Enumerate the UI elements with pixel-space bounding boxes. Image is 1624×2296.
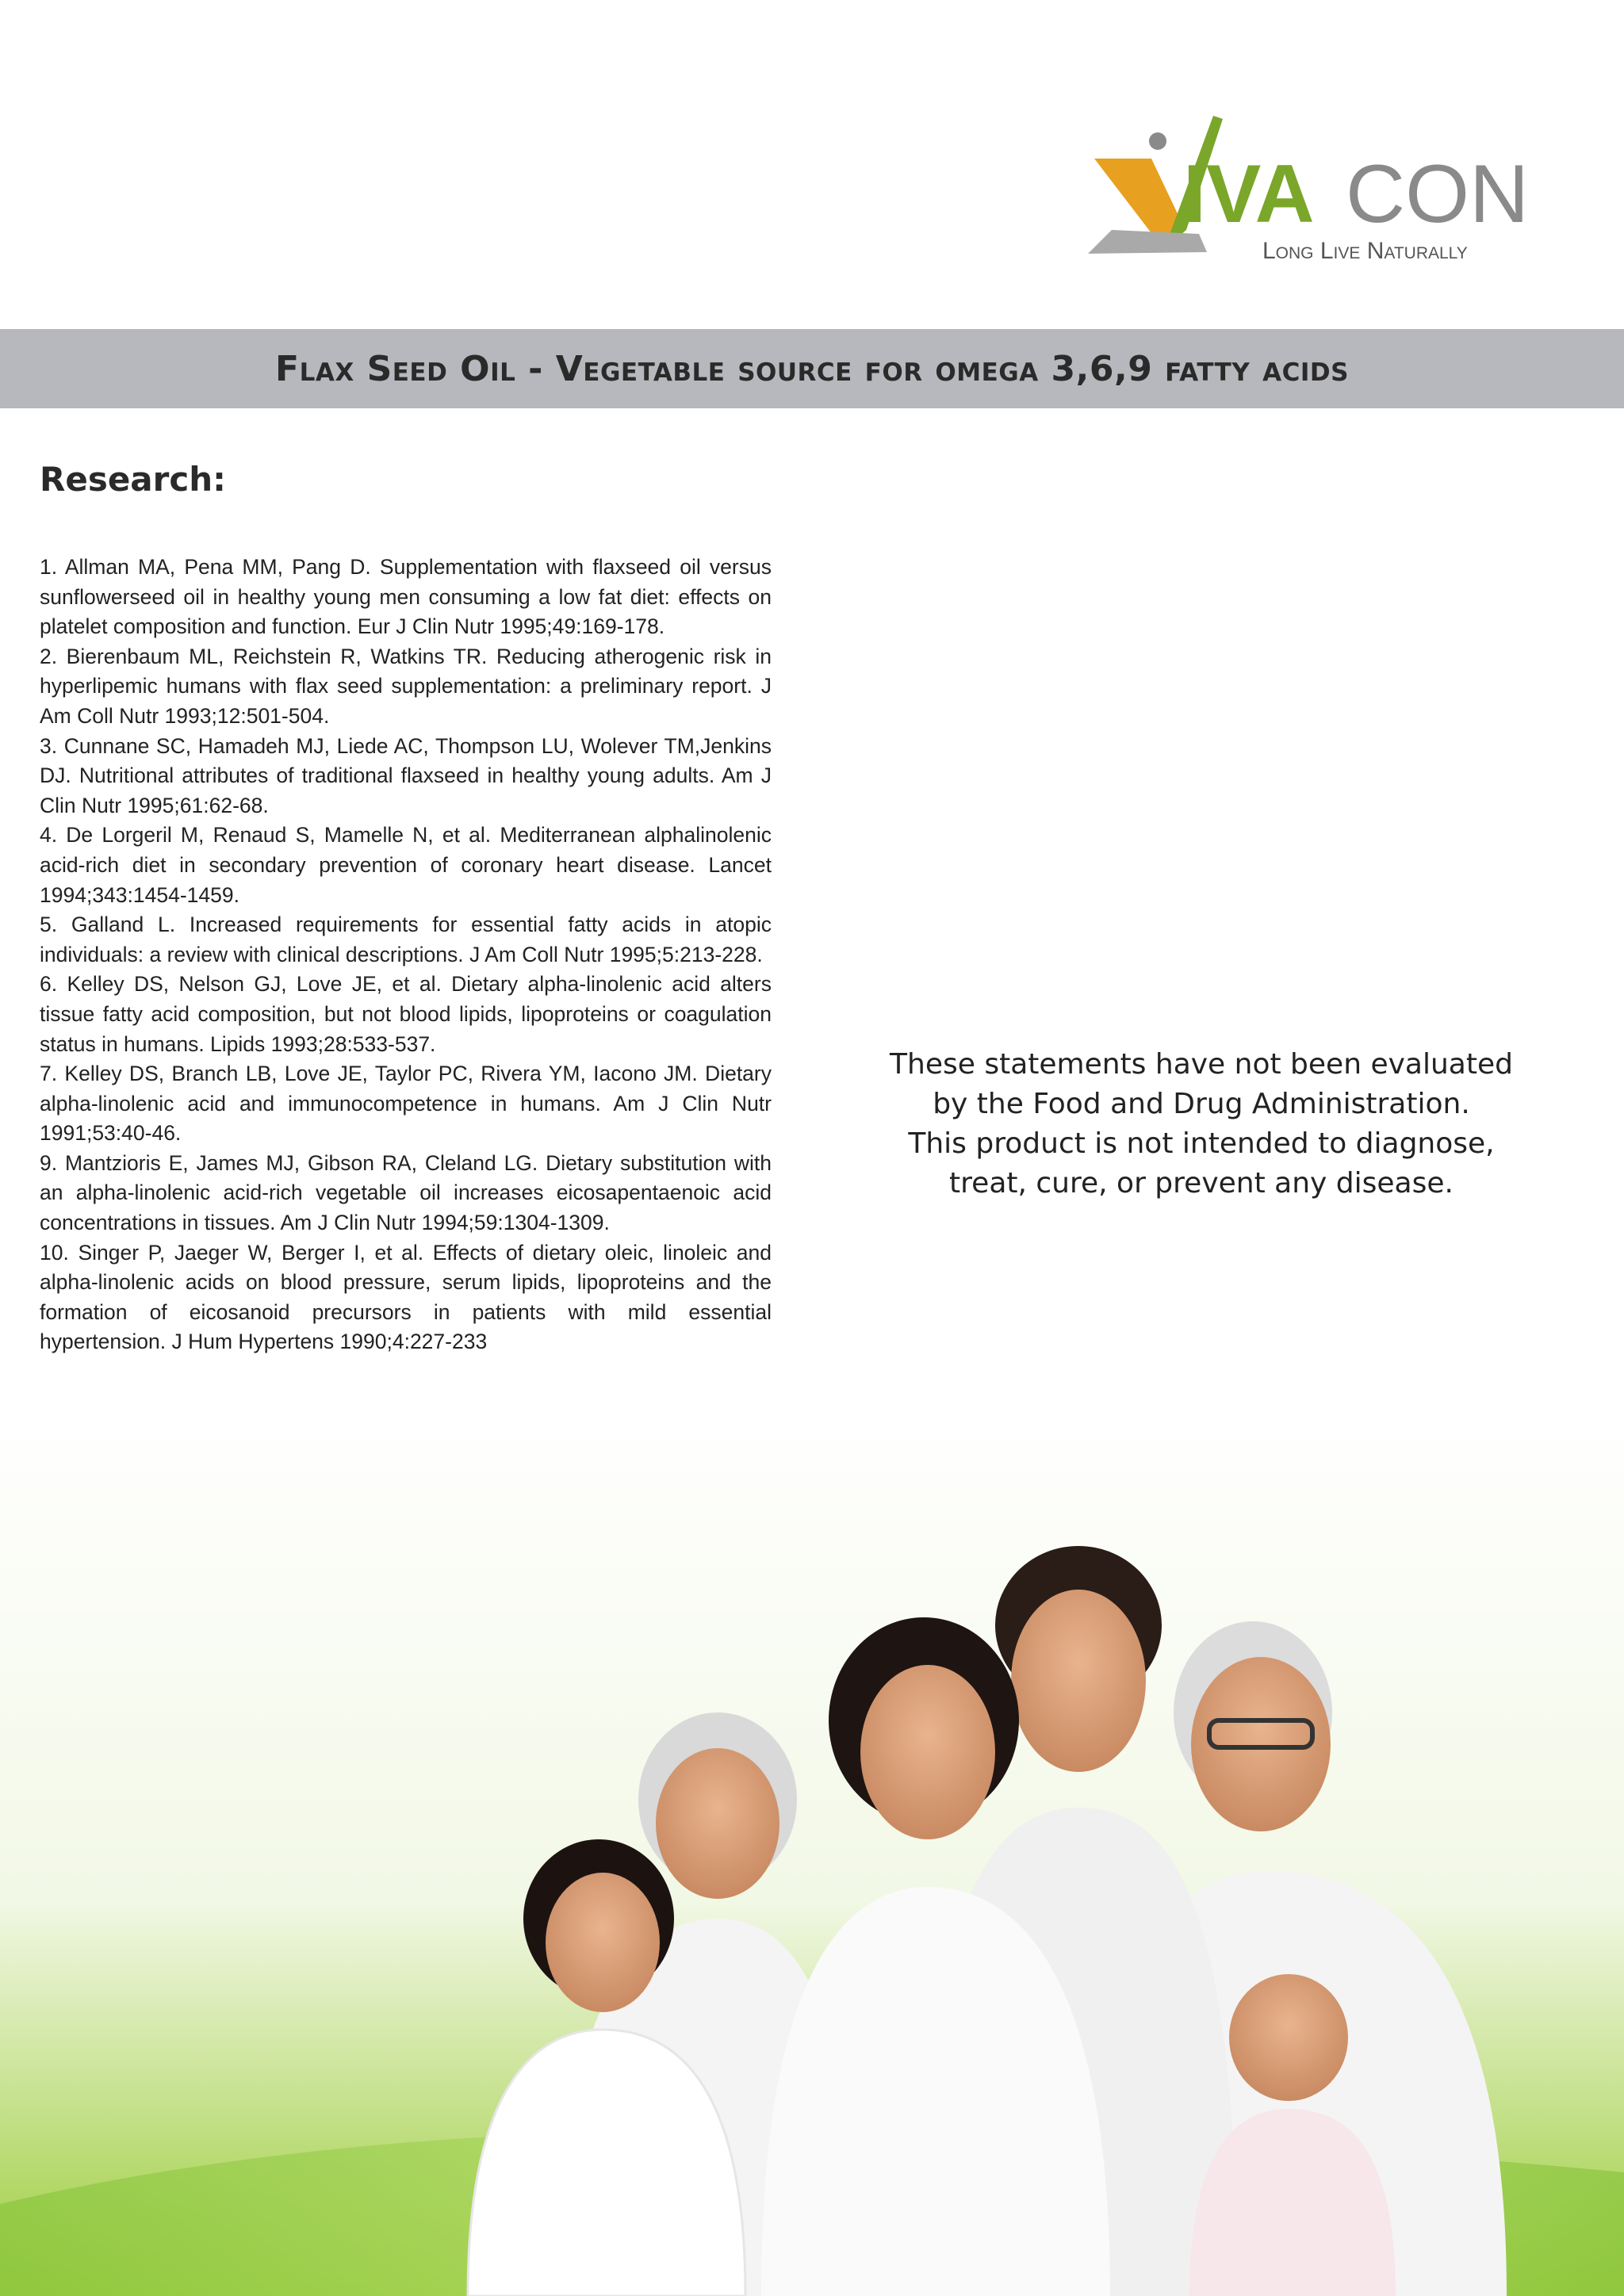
reference-item: 9. Mantzioris E, James MJ, Gibson RA, Cleland LG. Dietary substitution with an alpha-linolenic acid-rich vegetable oil increases eicosapentaenoic acid concentrations in tissues. Am J Clin Nutr 1994;59:1304-1309. <box>40 1150 772 1235</box>
reference-item: 6. Kelley DS, Nelson GJ, Love JE, et al. Dietary alpha-linolenic acid alters tissue fatty acid composition, but not blood lipids, lipoproteins or coagulation status in humans. Lipids 1993;28:533-537. <box>40 972 772 1056</box>
research-heading: Research: <box>40 460 226 499</box>
logo-wordmark-viva: IVA <box>1183 148 1315 240</box>
logo-figure-head-icon <box>1149 132 1166 150</box>
family-photo <box>0 1411 1624 2296</box>
logo-wordmark-con: CON <box>1346 148 1530 240</box>
vivacon-logo <box>1088 111 1530 270</box>
logo-tagline: Long Live Naturally <box>1262 238 1468 264</box>
disclaimer-line: This product is not intended to diagnose, <box>908 1127 1495 1160</box>
title-bar <box>0 329 1624 408</box>
page-title: Flax Seed Oil - Vegetable source for omega 3,6,9 fatty acids <box>275 348 1349 389</box>
reference-item: 1. Allman MA, Pena MM, Pang D. Supplementation with flaxseed oil versus sunflowerseed oil in healthy young men consuming a low fat diet: effects on platelet composition and function. Eur J Clin Nutr 1995;49:169-178. <box>40 555 772 639</box>
disclaimer-line: These statements have not been evaluated <box>890 1048 1513 1081</box>
reference-item: 7. Kelley DS, Branch LB, Love JE, Taylor PC, Rivera YM, Iacono JM. Dietary alpha-linolenic acid and immunocompetence in humans. Am J Clin Nutr 1991;53:40-46. <box>40 1062 772 1146</box>
disclaimer-line: by the Food and Drug Administration. <box>933 1088 1470 1120</box>
reference-item: 10. Singer P, Jaeger W, Berger I, et al. Effects of dietary oleic, linoleic and alpha-linolenic acids on blood pressure, serum lipids, lipoproteins and the formation of eicosanoid precursors in patients with mild essential hypertension. J Hum Hypertens 1990;4:227-233 <box>40 1240 772 1354</box>
reference-item: 5. Galland L. Increased requirements for essential fatty acids in atopic individuals: a review with clinical descriptions. J Am Coll Nutr 1995;5:213-228. <box>40 913 772 966</box>
reference-item: 2. Bierenbaum ML, Reichstein R, Watkins TR. Reducing atherogenic risk in hyperlipemic humans with flax seed supplementation: a preliminary report. J Am Coll Nutr 1993;12:501-504. <box>40 644 772 728</box>
references-list <box>40 553 772 1357</box>
reference-item: 3. Cunnane SC, Hamadeh MJ, Liede AC, Thompson LU, Wolever TM,Jenkins DJ. Nutritional attributes of traditional flaxseed in healthy young adults. Am J Clin Nutr 1995;61:62-68. <box>40 733 772 817</box>
fda-disclaimer <box>872 1045 1530 1203</box>
disclaimer-line: treat, cure, or prevent any disease. <box>949 1167 1454 1200</box>
reference-item: 4. De Lorgeril M, Renaud S, Mamelle N, et al. Mediterranean alphalinolenic acid-rich diet in secondary prevention of coronary heart disease. Lancet 1994;343:1454-1459. <box>40 823 772 907</box>
